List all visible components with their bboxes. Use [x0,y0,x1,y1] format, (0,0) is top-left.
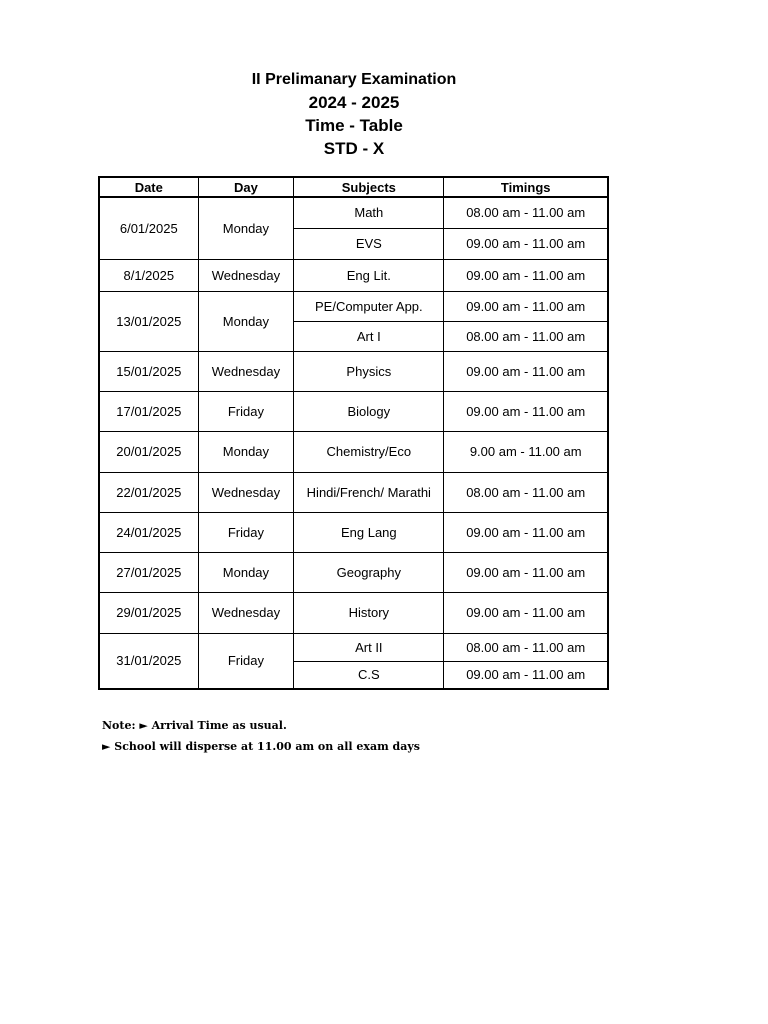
exam-title: II Prelimanary Examination [251,71,457,88]
timetable-body [99,197,608,689]
cell-timing: 09.00 am - 11.00 am [444,661,608,689]
cell-date: 24/01/2025 [99,512,198,552]
cell-subject: Hindi/French/ Marathi [294,472,444,512]
header-subjects: Subjects [294,177,444,197]
cell-day: Wednesday [198,472,294,512]
cell-date: 6/01/2025 [99,197,198,259]
note-arrival: Note: ► Arrival Time as usual. [102,719,287,732]
cell-timing: 09.00 am - 11.00 am [444,391,608,431]
cell-subject: Art I [294,321,444,351]
cell-subject: EVS [294,228,444,259]
header-day: Day [198,177,294,197]
cell-subject: Geography [294,552,444,592]
cell-date: 8/1/2025 [99,259,198,291]
cell-subject: Biology [294,391,444,431]
cell-subject: Art II [294,633,444,661]
cell-timing: 09.00 am - 11.00 am [444,259,608,291]
cell-date: 27/01/2025 [99,552,198,592]
cell-timing: 08.00 am - 11.00 am [444,633,608,661]
cell-day: Wednesday [198,259,294,291]
table-row [99,197,608,228]
cell-timing: 09.00 am - 11.00 am [444,228,608,259]
cell-day: Monday [198,291,294,351]
note-dispersal: ► School will disperse at 11.00 am on all exam days [102,740,420,753]
cell-date: 15/01/2025 [99,351,198,391]
cell-timing: 08.00 am - 11.00 am [444,472,608,512]
cell-day: Wednesday [198,351,294,391]
cell-day: Monday [198,431,294,472]
cell-timing: 9.00 am - 11.00 am [444,431,608,472]
cell-day: Friday [198,391,294,431]
cell-day: Friday [198,633,294,689]
cell-timing: 09.00 am - 11.00 am [444,291,608,321]
cell-subject: Eng Lang [294,512,444,552]
cell-day: Wednesday [198,592,294,633]
table-row [99,291,608,321]
cell-date: 31/01/2025 [99,633,198,689]
table-row [99,472,608,512]
cell-timing: 09.00 am - 11.00 am [444,351,608,391]
table-row [99,351,608,391]
cell-subject: C.S [294,661,444,689]
cell-timing: 09.00 am - 11.00 am [444,512,608,552]
table-row [99,259,608,291]
title-block [99,68,609,160]
cell-day: Monday [198,197,294,259]
cell-subject: Eng Lit. [294,259,444,291]
cell-date: 13/01/2025 [99,291,198,351]
timetable-header [99,177,608,197]
table-row [99,391,608,431]
table-row [99,592,608,633]
cell-timing: 08.00 am - 11.00 am [444,197,608,228]
cell-subject: Physics [294,351,444,391]
cell-day: Friday [198,512,294,552]
cell-subject: History [294,592,444,633]
timetable [98,176,609,690]
header-row [99,177,608,197]
cell-date: 20/01/2025 [99,431,198,472]
cell-date: 29/01/2025 [99,592,198,633]
header-timings: Timings [444,177,608,197]
cell-subject: Math [294,197,444,228]
timetable-heading: Time - Table [305,116,403,135]
table-row [99,552,608,592]
academic-year: 2024 - 2025 [308,93,400,112]
notes [102,718,420,760]
cell-date: 17/01/2025 [99,391,198,431]
table-row [99,512,608,552]
header-date: Date [99,177,198,197]
cell-date: 22/01/2025 [99,472,198,512]
cell-timing: 08.00 am - 11.00 am [444,321,608,351]
table-row [99,431,608,472]
cell-subject: Chemistry/Eco [294,431,444,472]
cell-timing: 09.00 am - 11.00 am [444,592,608,633]
table-row [99,633,608,661]
cell-timing: 09.00 am - 11.00 am [444,552,608,592]
cell-day: Monday [198,552,294,592]
standard-label: STD - X [323,139,385,158]
cell-subject: PE/Computer App. [294,291,444,321]
